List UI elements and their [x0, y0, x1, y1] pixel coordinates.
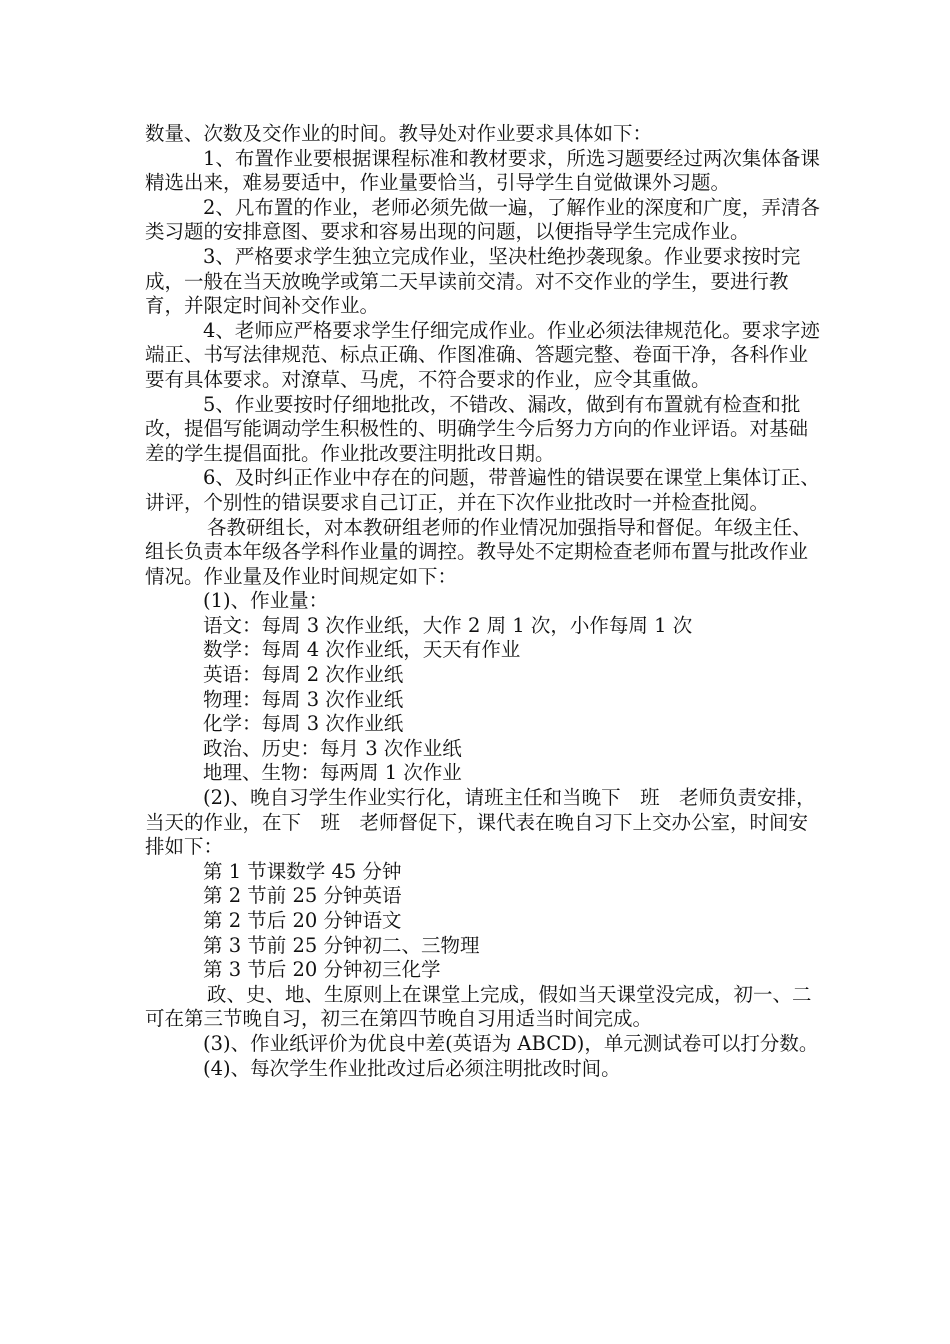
document-page	[145, 122, 825, 1081]
rule-6-paragraph: 6、及时纠正作业中存在的问题，带普遍性的错误要在课堂上集体订正、讲评，个别性的错误要求自己订正，并在下次作业批改时一并检查批阅。	[145, 466, 820, 514]
workload-item-chinese: 语文：每周 3 次作业纸，大作 2 周 1 次，小作每周 1 次	[203, 613, 693, 637]
rule-5-paragraph: 5、作业要按时仔细地批改，不错改、漏改，做到有布置就有检查和批改，提倡写能调动学生积极性的、明确学生今后努力方向的作业评语。对基础差的学生提倡面批。作业批改要注明批改日期。	[145, 392, 809, 465]
workload-item-geography-biology: 地理、生物：每两周 1 次作业	[203, 761, 462, 785]
guidance-paragraph: 各教研组长，对本教研组老师的作业情况加强指导和督促。年级主任、组长负责本年级各学科作业量的调控。教导处不定期检查老师布置与批改作业情况。作业量及作业时间规定如下：	[145, 515, 812, 588]
schedule-item: 第 3 节后 20 分钟初三化学	[203, 958, 441, 982]
schedule-item: 第 2 节前 25 分钟英语	[203, 884, 402, 908]
section-3-paragraph: (3)、作业纸评价为优良中差(英语为 ABCD)，单元测试卷可以打分数。	[203, 1031, 819, 1055]
rule-4-paragraph: 4、老师应严格要求学生仔细完成作业。作业必须法律规范化。要求字迹端正、书写法律规范、标点正确、作图准确、答题完整、卷面干净，各科作业要有具体要求。对潦草、马虎，不符合要求的作业，应令其重做。	[145, 318, 820, 391]
workload-item-chemistry: 化学：每周 3 次作业纸	[203, 712, 404, 736]
schedule-item: 第 1 节课数学 45 分钟	[203, 859, 402, 883]
workload-item-politics-history: 政治、历史：每月 3 次作业纸	[203, 736, 462, 760]
schedule-item: 第 2 节后 20 分钟语文	[203, 909, 402, 932]
section-4-paragraph: (4)、每次学生作业批改过后必须注明批改时间。	[203, 1056, 621, 1080]
section-1-title: (1)、作业量：	[203, 589, 329, 613]
workload-item-english: 英语：每周 2 次作业纸	[203, 663, 404, 687]
rule-2-paragraph: 2、凡布置的作业，老师必须先做一遍，了解作业的深度和广度，弄清各类习题的安排意图、要求和容易出现的问题，以便指导学生完成作业。	[145, 195, 820, 244]
schedule-item: 第 3 节前 25 分钟初二、三物理	[203, 933, 480, 957]
workload-item-math: 数学：每周 4 次作业纸，天天有作业	[203, 638, 521, 662]
workload-item-physics: 物理：每周 3 次作业纸	[203, 687, 404, 711]
intro-paragraph: 数量、次数及交作业的时间。教导处对作业要求具体如下：	[145, 122, 653, 145]
rule-3-paragraph: 3、严格要求学生独立完成作业，坚决杜绝抄袭现象。作业要求按时完成，一般在当天放晚学或第二天早读前交清。对不交作业的学生，要进行教育，并限定时间补交作业。	[145, 244, 801, 318]
section-2-note: 政、史、地、生原则上在课堂上完成，假如当天课堂没完成，初一、二可在第三节晚自习，初三在第四节晚自习用适当时间完成。	[145, 982, 812, 1031]
rule-1-paragraph: 1、布置作业要根据课程标准和教材要求，所选习题要经过两次集体备课精选出来，难易要适中，作业量要恰当，引导学生自觉做课外习题。	[145, 146, 820, 195]
section-2-paragraph: (2)、晚自习学生作业实行化，请班主任和当晚下 班 老师负责安排，当天的作业，在下 班 老师督促下，课代表在晚自习下上交办公室，时间安排如下：	[145, 786, 816, 859]
